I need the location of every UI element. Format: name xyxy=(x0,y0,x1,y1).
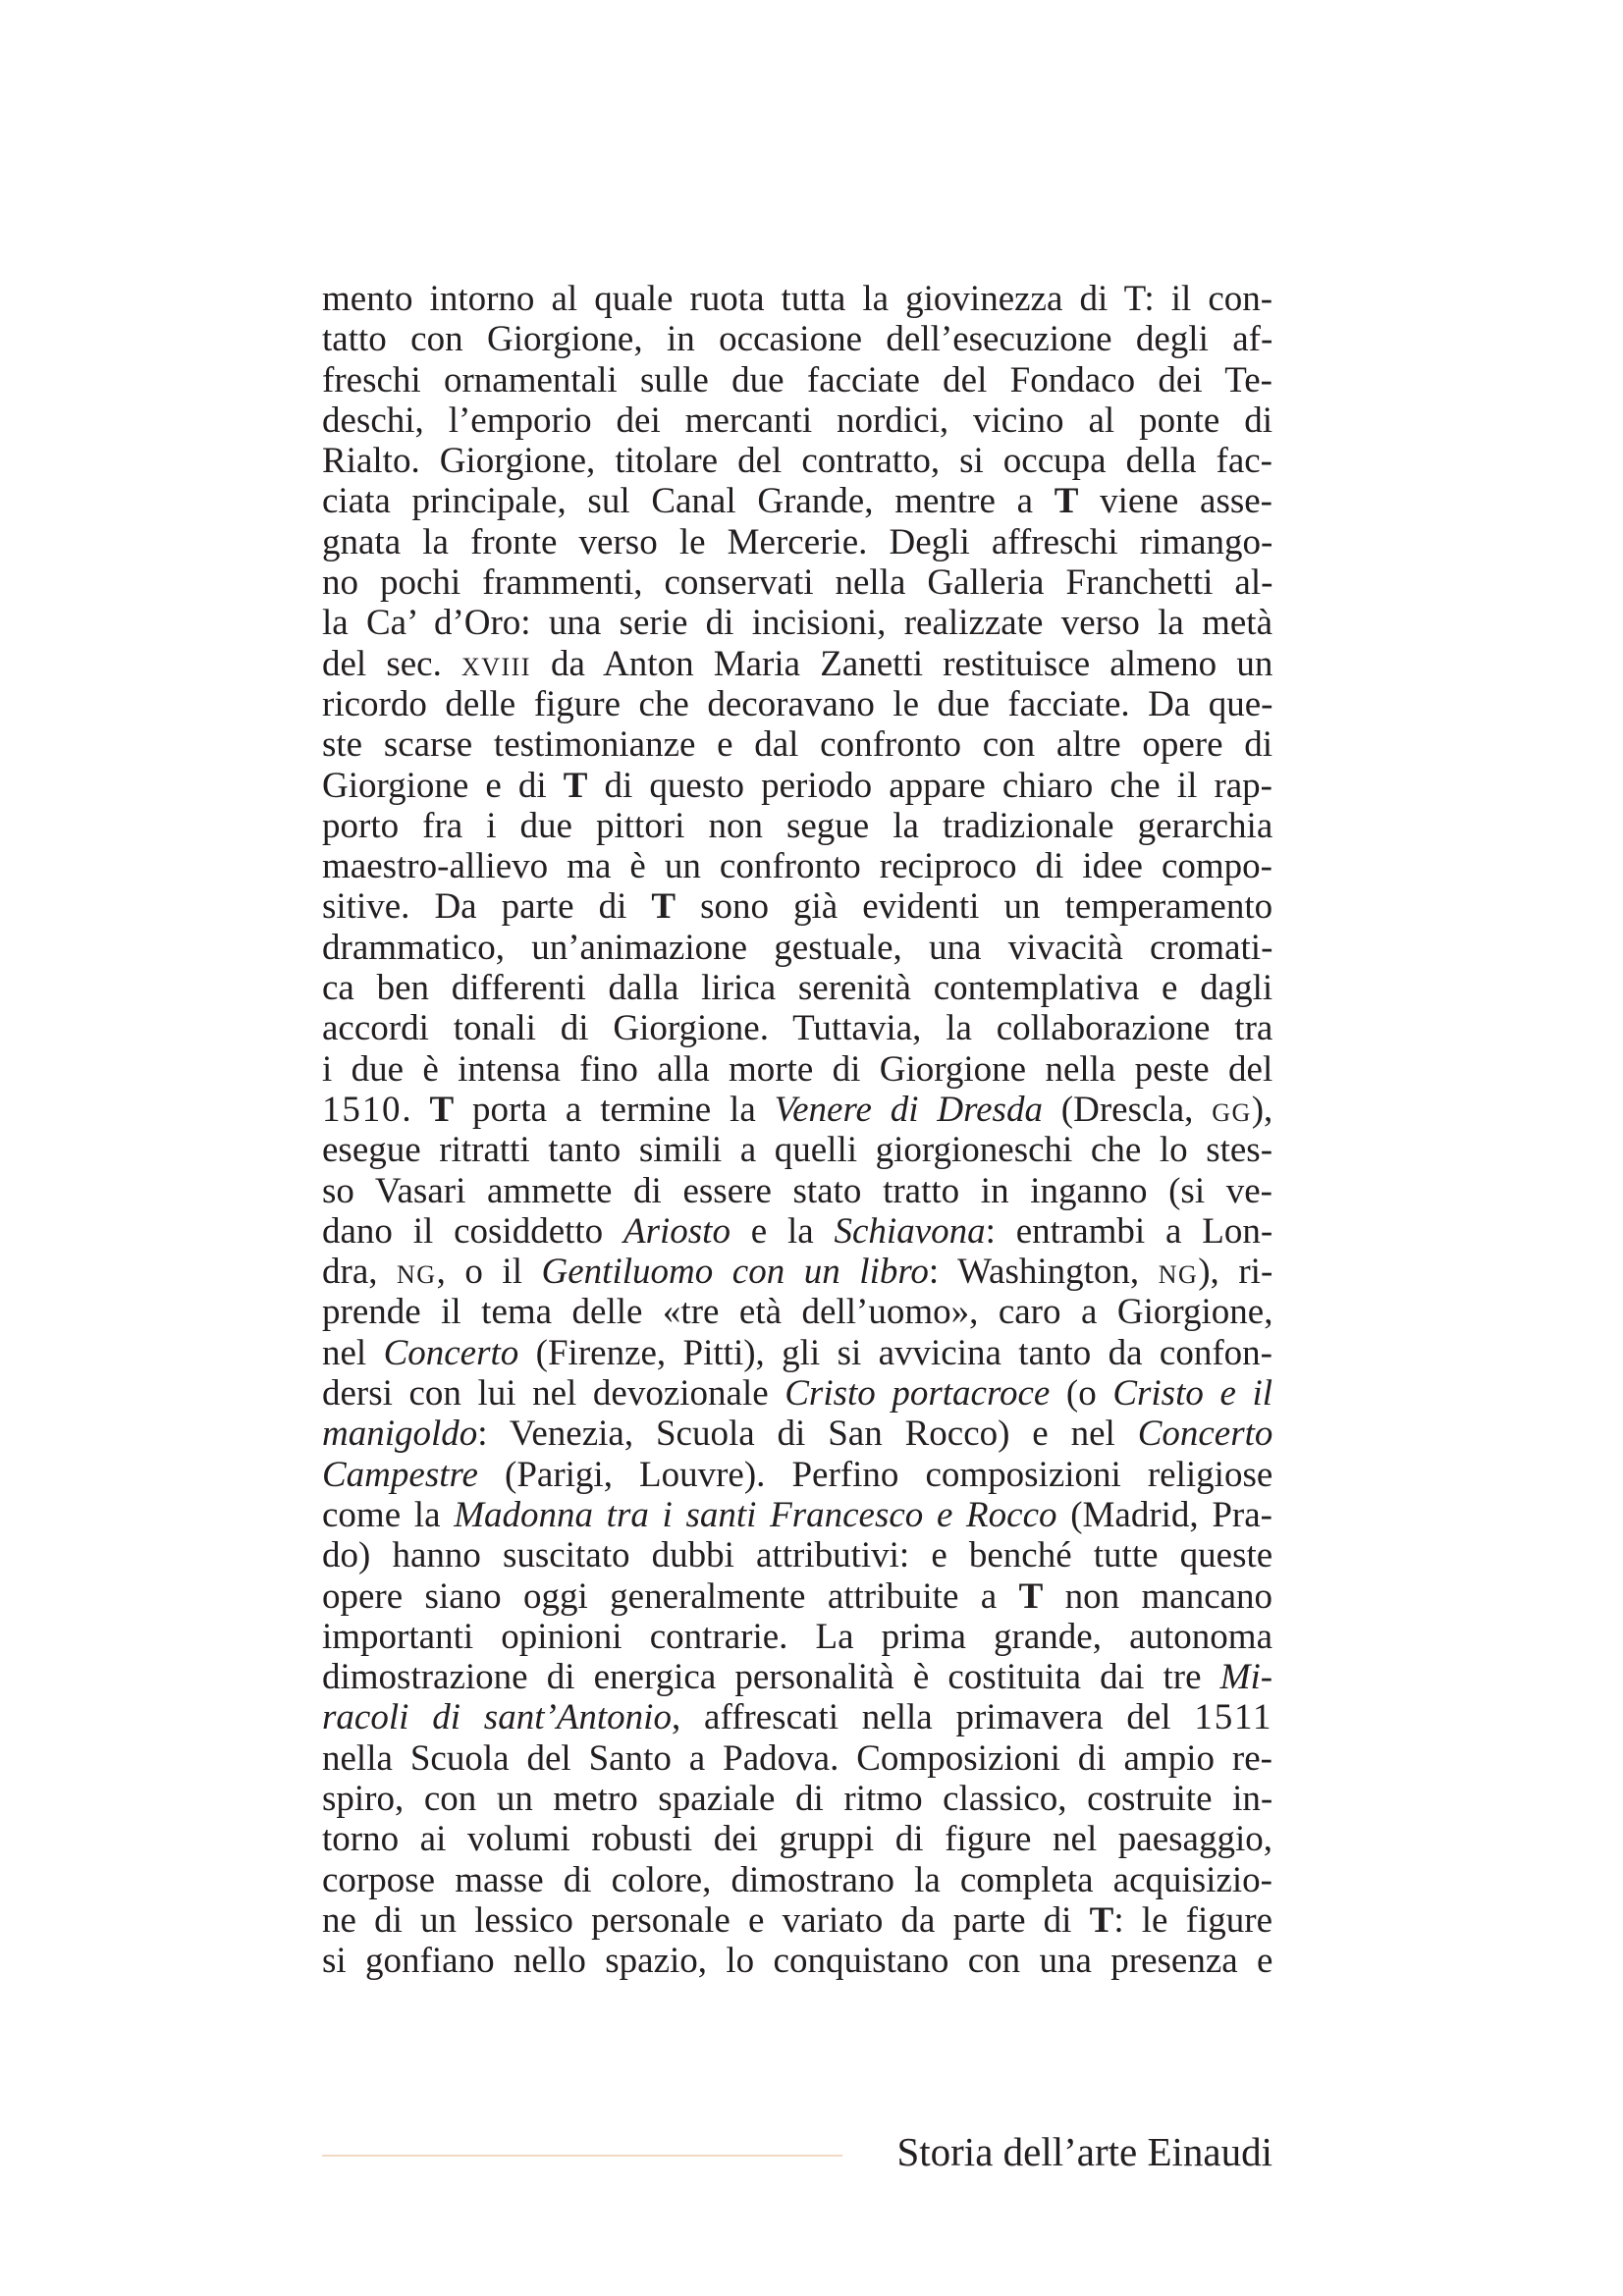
text-segment: so Vasari ammette di essere stato tratto in inganno (si ve- xyxy=(322,1170,1272,1211)
text-line xyxy=(322,1900,1272,1941)
text-line xyxy=(322,1292,1272,1332)
text-segment: maestro-allievo ma è un confronto reciproco di idee compo- xyxy=(322,846,1272,887)
footer-publication-title: Storia dell’arte Einaudi xyxy=(896,2129,1272,2174)
text-line xyxy=(322,684,1272,724)
text-segment: accordi tonali di Giorgione. Tuttavia, la collaborazione tra xyxy=(322,1008,1273,1049)
text-segment: nella Scuola del Santo a Padova. Composizioni di ampio re- xyxy=(322,1737,1272,1779)
text-line xyxy=(322,968,1272,1008)
text-segment: (o xyxy=(1050,1373,1113,1415)
text-line xyxy=(322,522,1272,562)
text-segment: ne di un lessico personale e variato da parte di xyxy=(322,1899,1090,1941)
text-segment: viene asse- xyxy=(1078,481,1272,522)
text-segment: prende il tema delle «tre età dell’uomo», caro a Giorgione, xyxy=(322,1292,1273,1333)
text-segment: nel xyxy=(322,1332,384,1373)
text-segment: 1510 xyxy=(322,1089,403,1130)
text-line xyxy=(322,1130,1272,1170)
text-line xyxy=(322,319,1272,359)
text-segment: non mancano xyxy=(1043,1575,1273,1617)
text-segment: , o il xyxy=(436,1252,542,1293)
text-line xyxy=(322,1414,1272,1454)
bold-initial-text: T xyxy=(651,886,676,928)
text-line xyxy=(322,1657,1272,1697)
text-segment: ng xyxy=(1158,1252,1199,1293)
text-segment: ciata principale, sul Canal Grande, mentre a xyxy=(322,481,1055,522)
text-line xyxy=(322,1617,1272,1657)
text-segment: Giorgione e di xyxy=(322,765,564,806)
text-line xyxy=(322,644,1272,684)
text-segment: opere siano oggi generalmente attribuite a xyxy=(322,1575,1019,1617)
text-line xyxy=(322,1333,1272,1373)
text-segment: torno ai volumi robusti dei gruppi di figure nel paesaggio, xyxy=(322,1819,1272,1860)
text-segment: do) hanno suscitato dubbi attributivi: e benché tutte queste xyxy=(322,1535,1273,1576)
italic-title-text: manigoldo xyxy=(322,1414,478,1455)
text-segment: spiro, con un metro spaziale di ritmo classico, costruite in- xyxy=(322,1778,1273,1819)
text-line xyxy=(322,1252,1272,1292)
text-line xyxy=(322,846,1272,886)
text-line xyxy=(322,806,1272,846)
text-segment: , affrescati nella primavera del xyxy=(671,1697,1195,1738)
text-segment: la Ca’ d’Oro: una serie di incisioni, realizzate verso la metà xyxy=(322,603,1272,644)
text-line xyxy=(322,1211,1272,1252)
text-line xyxy=(322,1495,1272,1535)
text-line xyxy=(322,1090,1272,1130)
text-segment: dano il cosiddetto xyxy=(322,1210,623,1252)
bold-initial-text: T xyxy=(1089,1899,1114,1941)
bold-initial-text: T xyxy=(1054,481,1079,522)
text-segment: : Washington, xyxy=(928,1252,1159,1293)
text-line xyxy=(322,1738,1272,1779)
text-line xyxy=(322,279,1272,319)
text-segment: dersi con lui nel devozionale xyxy=(322,1373,785,1415)
text-segment: porto fra i due pittori non segue la tradizionale gerarchia xyxy=(322,805,1273,846)
text-line xyxy=(322,724,1272,765)
text-segment: ), xyxy=(1251,1089,1273,1130)
italic-title-text: Concerto xyxy=(383,1332,519,1373)
text-segment: di questo periodo appare chiaro che il rap- xyxy=(587,765,1273,806)
text-line xyxy=(322,1049,1272,1090)
text-line xyxy=(322,766,1272,806)
text-segment: tatto con Giorgione, in occasione dell’esecuzione degli af- xyxy=(322,319,1273,360)
footer-divider xyxy=(322,2155,842,2157)
text-segment: ca ben differenti dalla lirica serenità contemplativa e dagli xyxy=(322,968,1273,1009)
text-line xyxy=(322,360,1272,400)
text-segment: da Anton Maria Zanetti restituisce almeno un xyxy=(530,643,1273,684)
text-segment: (Parigi, Louvre). Perfino composizioni religiose xyxy=(477,1454,1273,1495)
text-segment: si gonfiano nello spazio, lo conquistano con una presenza e xyxy=(322,1941,1273,1982)
text-segment: 1511 xyxy=(1194,1697,1273,1738)
text-segment: del sec. xyxy=(322,643,461,684)
italic-title-text: Ariosto xyxy=(622,1210,730,1252)
text-segment: dimostrazione di energica personalità è costituita dai tre xyxy=(322,1657,1220,1698)
text-segment: e la xyxy=(730,1210,835,1252)
text-segment: Rialto. Giorgione, titolare del contratto, si occupa della fac- xyxy=(322,441,1272,482)
italic-title-text: Concerto xyxy=(1137,1414,1273,1455)
text-segment: ), ri- xyxy=(1198,1252,1273,1293)
text-segment: esegue ritratti tanto simili a quelli giorgioneschi che lo stes- xyxy=(322,1130,1273,1171)
text-segment: : le figure xyxy=(1113,1899,1272,1941)
text-segment: importanti opinioni contrarie. La prima grande, autonoma xyxy=(322,1616,1272,1657)
text-line xyxy=(322,562,1272,603)
text-segment: ricordo delle figure che decoravano le due facciate. Da que- xyxy=(322,683,1273,724)
text-segment: (Firenze, Pitti), gli si avvicina tanto da confon- xyxy=(518,1332,1272,1373)
text-segment: deschi, l’emporio dei mercanti nordici, vicino al ponte di xyxy=(322,400,1272,441)
text-segment: gnata la fronte verso le Mercerie. Degli affreschi rimango- xyxy=(322,521,1273,562)
text-line xyxy=(322,928,1272,968)
text-segment: sitive. Da parte di xyxy=(322,886,652,928)
body-text xyxy=(322,279,1272,1981)
text-line xyxy=(322,1819,1272,1859)
text-segment: freschi ornamentali sulle due facciate del Fondaco dei Te- xyxy=(322,359,1272,400)
text-segment: sono già evidenti un temperamento xyxy=(676,886,1273,928)
text-segment: xviii xyxy=(460,643,531,684)
text-segment: (Drescla, xyxy=(1042,1089,1213,1130)
italic-title-text: Campestre xyxy=(322,1454,478,1495)
text-line xyxy=(322,603,1272,643)
italic-title-text: Mi- xyxy=(1219,1657,1273,1698)
text-line xyxy=(322,441,1272,481)
text-segment: gg xyxy=(1212,1089,1252,1130)
text-line xyxy=(322,481,1272,521)
text-line xyxy=(322,1860,1272,1900)
text-segment: (Madrid, Pra- xyxy=(1056,1494,1272,1535)
text-segment: ste scarse testimonianze e dal confronto con altre opere di xyxy=(322,724,1272,766)
italic-title-text: Gentiluomo con un libro xyxy=(541,1252,929,1293)
italic-title-text: Schiavona xyxy=(834,1210,986,1252)
text-line xyxy=(322,1535,1272,1575)
text-line xyxy=(322,1941,1272,1981)
text-line xyxy=(322,886,1272,927)
text-line xyxy=(322,1697,1272,1737)
italic-title-text: Madonna tra i santi Francesco e Rocco xyxy=(454,1494,1057,1535)
text-segment: no pochi frammenti, conservati nella Galleria Franchetti al- xyxy=(322,562,1273,604)
text-line xyxy=(322,1455,1272,1495)
text-segment: corpose masse di colore, dimostrano la completa acquisizio- xyxy=(322,1859,1272,1900)
bold-initial-text: T xyxy=(563,765,588,806)
text-segment: drammatico, un’animazione gestuale, una vivacità cromati- xyxy=(322,927,1273,968)
italic-title-text: racoli di sant’Antonio xyxy=(322,1697,672,1738)
text-line xyxy=(322,1373,1272,1414)
text-segment: dra, xyxy=(322,1252,398,1293)
text-line xyxy=(322,1576,1272,1617)
text-segment: ng xyxy=(397,1252,437,1293)
text-segment: come la xyxy=(322,1494,455,1535)
text-segment: . xyxy=(402,1089,430,1130)
text-line xyxy=(322,1008,1272,1048)
italic-title-text: Venere di Dresda xyxy=(774,1089,1043,1130)
bold-initial-text: T xyxy=(429,1089,455,1130)
text-line xyxy=(322,1779,1272,1819)
italic-title-text: Cristo portacroce xyxy=(784,1373,1051,1415)
text-segment: mento intorno al quale ruota tutta la giovinezza di T: il con- xyxy=(322,279,1273,319)
text-line xyxy=(322,400,1272,441)
text-segment: : Venezia, Scuola di San Rocco) e nel xyxy=(477,1414,1138,1455)
text-segment: porta a termine la xyxy=(454,1089,775,1130)
italic-title-text: Cristo e il xyxy=(1112,1373,1273,1415)
text-line xyxy=(322,1171,1272,1211)
text-segment: i due è intensa fino alla morte di Giorgione nella peste del xyxy=(322,1048,1273,1090)
bold-initial-text: T xyxy=(1018,1575,1044,1617)
text-segment: : entrambi a Lon- xyxy=(985,1210,1273,1252)
